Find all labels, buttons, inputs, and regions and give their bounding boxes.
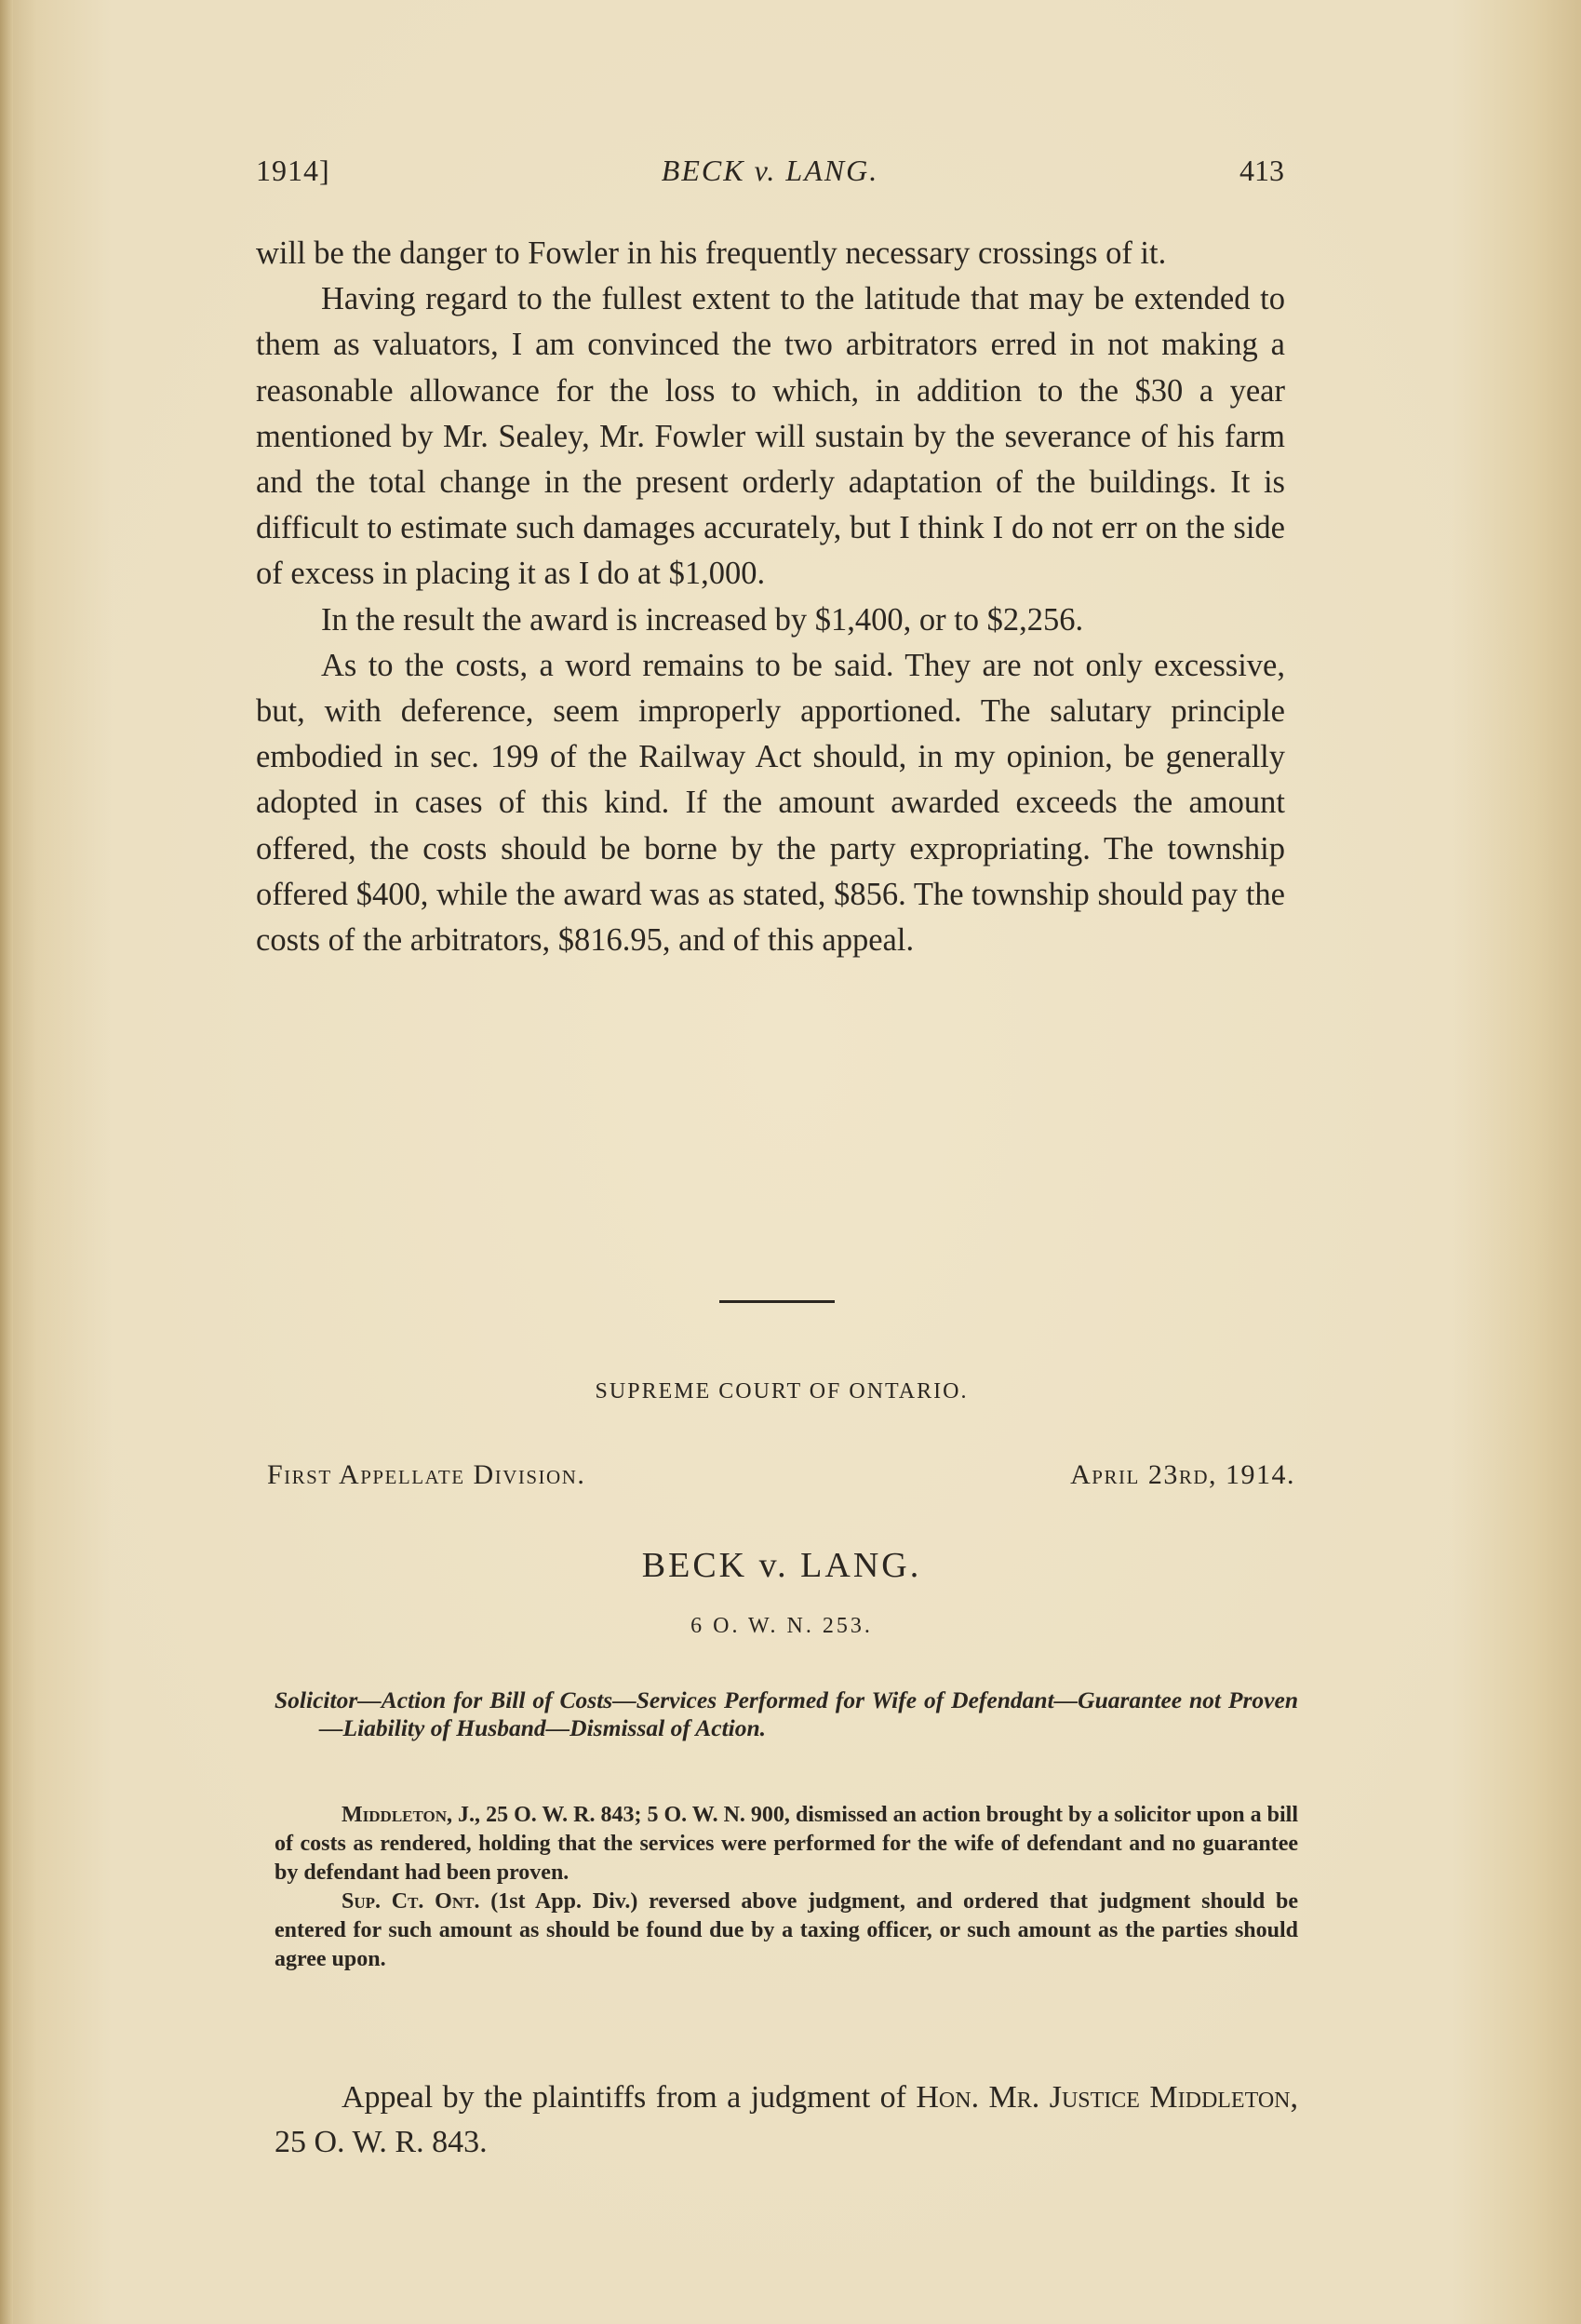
body-paragraph: In the result the award is increased by $1,400, or to $2,256. [321, 601, 1084, 638]
court-abbreviation: Sup. Ct. Ont. [342, 1889, 480, 1914]
division-name: First Appellate Division. [267, 1459, 586, 1490]
page-edge [0, 0, 13, 2324]
headnote-text: Solicitor—Action for Bill of Costs—Services Performed for Wife of Defendant—Guarantee not Proven—Liability of Husband—Dismissal of Action. [275, 1686, 1298, 1741]
judge-name: Middleton [342, 1803, 448, 1827]
page-number: 413 [1239, 154, 1284, 187]
headnote [275, 1686, 1298, 1742]
syllabus-text: (1st App. Div.) reversed above judgment, and ordered that judgment should be entered for such amount as should be found due by a taxing officer, or such amount as the parties should agree upon. [275, 1889, 1298, 1971]
syllabus-paragraph [275, 1801, 1298, 1887]
judge-title: Hon. Mr. Justice Middleton [916, 2080, 1291, 2115]
running-header [256, 154, 1284, 200]
running-title: BECK v. LANG. [661, 154, 879, 187]
court-name: SUPREME COURT OF ONTARIO. [595, 1379, 969, 1404]
case-title: BECK v. LANG. [641, 1546, 922, 1585]
appeal-text: Appeal by the plaintiffs from a judgment of [342, 2080, 917, 2115]
judgment-date: April 23rd, 1914. [1070, 1459, 1295, 1490]
case-citation: 6 O. W. N. 253. [690, 1614, 873, 1638]
syllabus [275, 1801, 1298, 1974]
body-paragraph: will be the danger to Fowler in his frequently necessary crossings of it. [256, 235, 1167, 271]
syllabus-text: , J., 25 O. W. R. 843; 5 O. W. N. 900, dismissed an action brought by a solicitor upon a bill of costs as rendered, holding that the services were performed for the wife of defendant and no guarantee by defendant had been proven. [275, 1803, 1298, 1885]
body-paragraph: As to the costs, a word remains to be said. They are not only excessive, but, with deference, seem improperly apportioned. The salutary principle embodied in sec. 199 of the Railway Act should, in my opinion, be generally adopted in cases of this kind. If the amount awarded exceeds the amount offered, the costs should be borne by the party expropriating. The township offered $400, while the award was as stated, $856. The township should pay the costs of the arbitrators, $816.95, and of this appeal. [256, 647, 1285, 959]
body-paragraph: Having regard to the fullest extent to the latitude that may be extended to them as valuators, I am convinced the two arbitrators erred in not making a reasonable allowance for the loss to which, in addition to the $30 a year mentioned by Mr. Sealey, Mr. Fowler will sustain by the severance of his farm and the total change in the present orderly adaptation of the buildings. It is difficult to estimate such damages accurately, but I think I do not err on the side of excess in placing it as I do at $1,000. [256, 281, 1285, 592]
section-divider [719, 1300, 835, 1303]
body-text [256, 231, 1285, 963]
appeal-statement [275, 2075, 1298, 2165]
appeal-citation: , 25 O. W. R. 843. [275, 2080, 1298, 2159]
syllabus-paragraph [275, 1887, 1298, 1974]
header-year: 1914] [256, 154, 330, 187]
appeal-paragraph [275, 2075, 1298, 2165]
